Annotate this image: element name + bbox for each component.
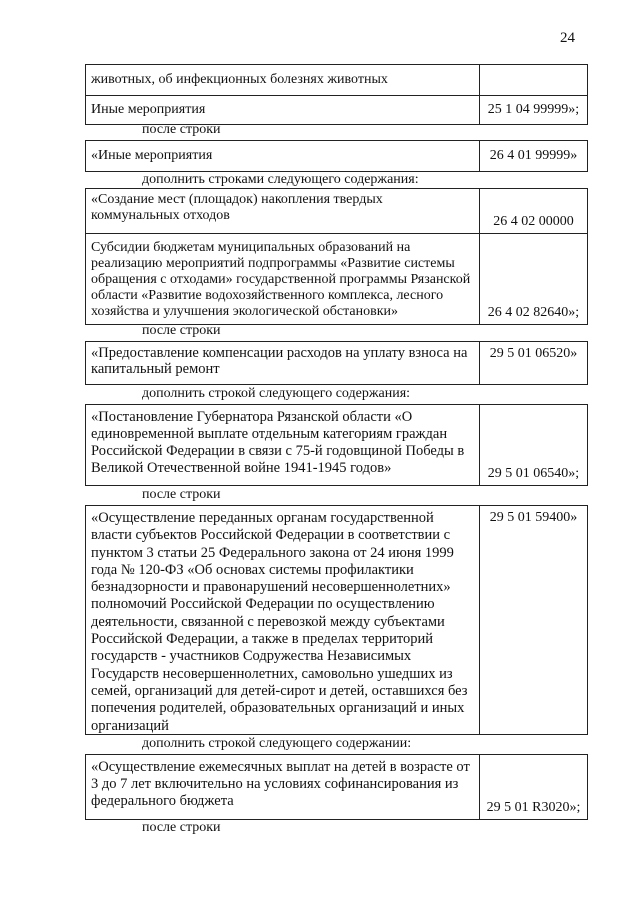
row-name: «Предоставление компенсации расходов на уплату взноса на капитальный ремонт [86, 342, 480, 384]
row-code: 26 4 02 82640»; [487, 305, 580, 320]
table-row [86, 95, 587, 124]
row-name: «Осуществление ежемесячных выплат на детей в возрасте от 3 до 7 лет включительно на условиях софинансирования из федерального бюджета [86, 755, 480, 819]
add-row-note: дополнить строкой следующего содержания: [142, 386, 411, 401]
add-rows-note: дополнить строками следующего содержания: [142, 172, 419, 187]
row-name: животных, об инфекционных болезнях животных [86, 65, 480, 95]
table-row [86, 233, 587, 324]
after-row-note: после строки [142, 487, 221, 502]
add-row-note: дополнить строкой следующего содержании: [142, 736, 412, 751]
after-row-note: после строки [142, 122, 221, 137]
table-row [86, 405, 587, 485]
table-block-3 [85, 188, 588, 325]
after-row-note: после строки [142, 820, 221, 835]
table-block-4 [85, 341, 588, 385]
row-name: Иные мероприятия [86, 96, 480, 124]
row-code [480, 65, 587, 95]
row-code: 26 4 01 99999» [489, 148, 578, 163]
row-code: 29 5 01 R3020»; [486, 800, 581, 815]
table-block-2 [85, 140, 588, 172]
row-name: «Создание мест (площадок) накопления твердых коммунальных отходов [86, 189, 480, 233]
row-name: «Осуществление переданных органам государственной власти субъектов Российской Федерации в соответствии с пунктом 3 статьи 25 Федерального закона от 24 июня 1999 года № 120-ФЗ «Об основах системы профилактики безнадзорности и правонарушений несовершеннолетних» полномочий Российской Федерации по осуществлению деятельности, связанной с перевозкой между субъектами Российской Федерации, а также в пределах территорий государств - участников Содружества Независимых Государств несовершеннолетних, самовольно ушедших из семей, организаций для детей-сирот и детей, оставшихся без попечения родителей, образовательных организаций и иных организаций [86, 506, 480, 734]
row-name: «Постановление Губернатора Рязанской области «О единовременной выплате отдельным категориям граждан Российской Федерации в связи с 75-й годовщиной Победы в Великой Отечественной войне 1941-1945 годов» [86, 405, 480, 485]
table-row [86, 342, 587, 384]
row-code: 29 5 01 06520» [489, 346, 578, 361]
row-code: 29 5 01 06540»; [487, 466, 580, 481]
row-code: 29 5 01 59400» [489, 510, 578, 525]
table-block-5 [85, 404, 588, 486]
row-name: «Иные мероприятия [86, 141, 480, 171]
row-code: 26 4 02 00000 [493, 214, 574, 229]
row-code: 25 1 04 99999»; [487, 102, 580, 117]
table-row [86, 755, 587, 819]
table-row [86, 506, 587, 734]
table-block-7 [85, 754, 588, 820]
table-block-6 [85, 505, 588, 735]
after-row-note: после строки [142, 323, 221, 338]
page-number: 24 [560, 30, 575, 46]
table-row [86, 189, 587, 233]
row-name: Субсидии бюджетам муниципальных образований на реализацию мероприятий подпрограммы «Развитие системы обращения с отходами» государственной программы Рязанской области «Развитие водохозяйственного комплекса, лесного хозяйства и улучшения экологической обстановки» [86, 234, 480, 324]
table-row [86, 65, 587, 95]
table-block-1 [85, 64, 588, 125]
table-row [86, 141, 587, 171]
